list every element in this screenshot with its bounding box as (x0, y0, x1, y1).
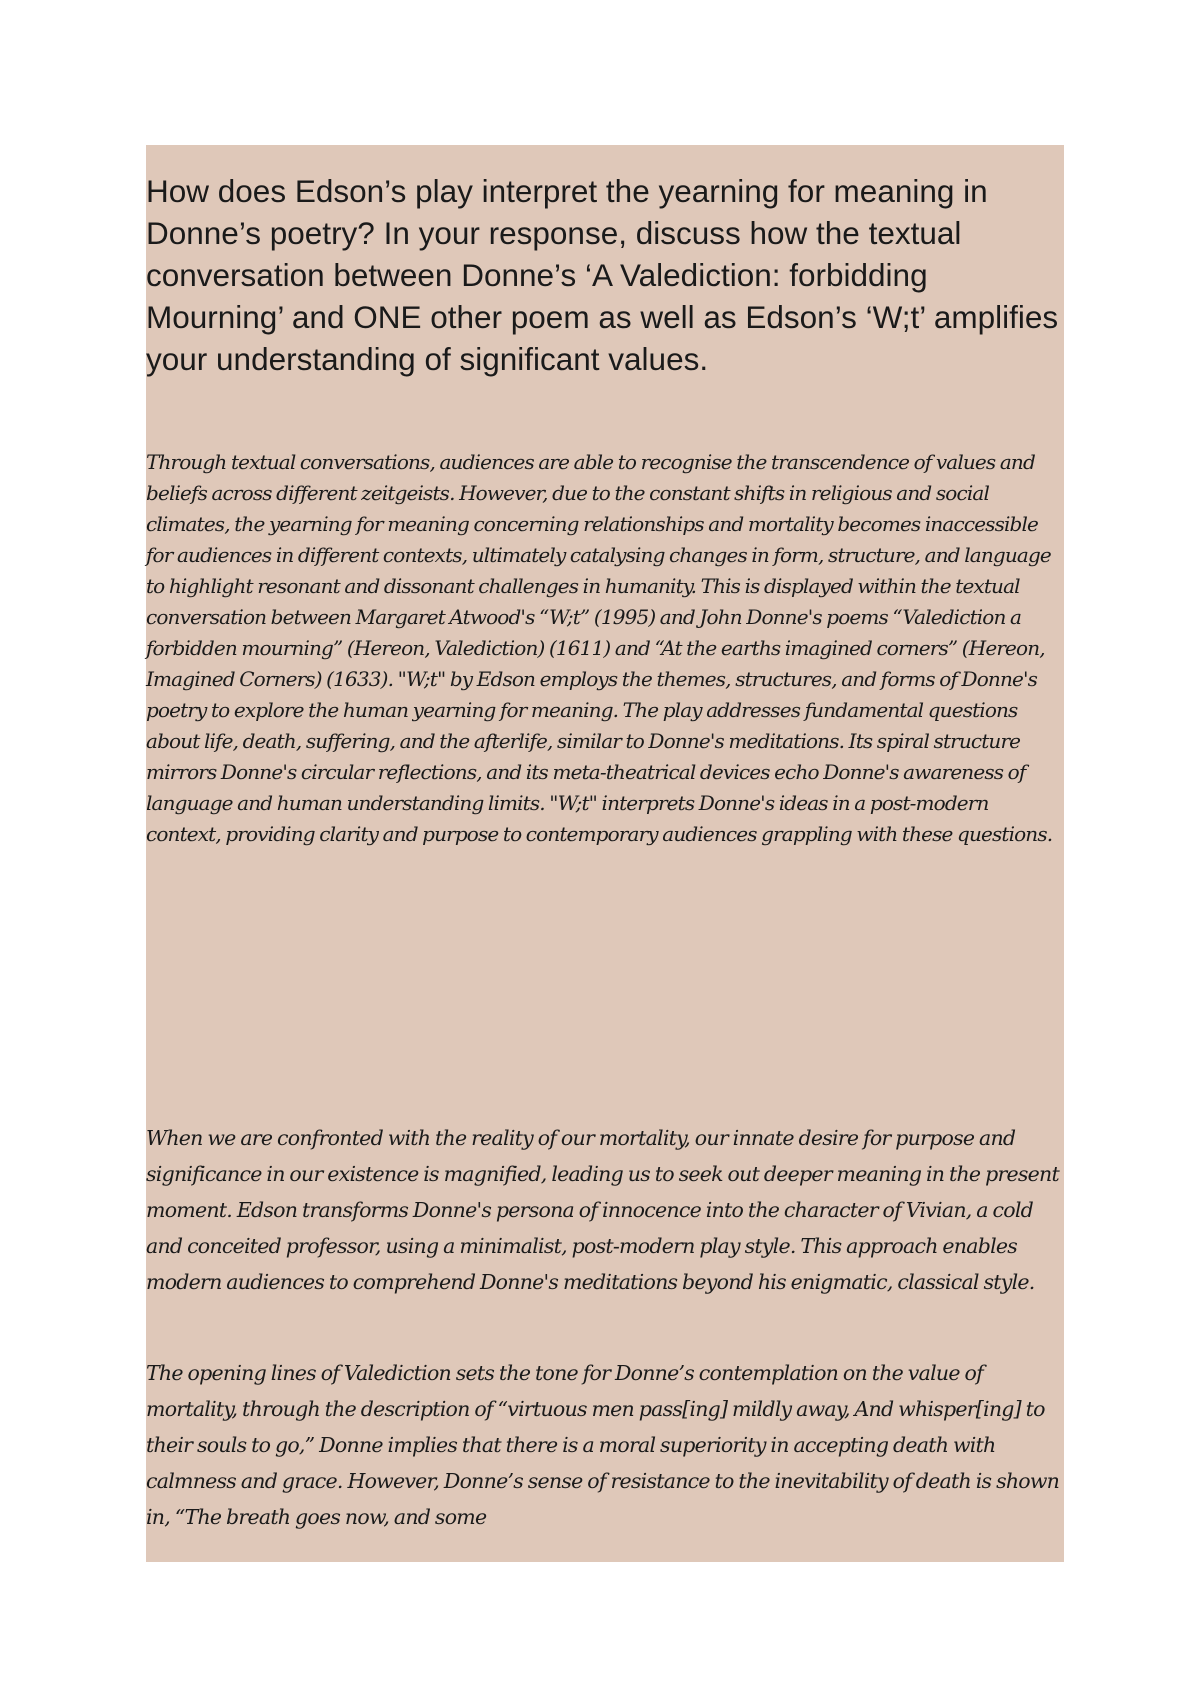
body-paragraph-valediction: The opening lines of Valediction sets the tone for Donne’s contemplation on the value of mortality, through the description of “virtuous men pass[ing] mildly away, And whisper[ing] to their souls to go,” Donne implies that there is a moral superiority in accepting death with calmness and grace. However, Donne’s sense of resistance to the inevitability of death is shown in, “The breath goes now, and some (146, 1361, 1060, 1529)
essay-question: How does Edson’s play interpret the yearning for meaning in Donne’s poetry? In your response, discuss how the textual conversation between Donne’s ‘A Valediction: forbidding Mourning’ and ONE other poem as well as Edson’s ‘W;t’ amplifies your understanding of significant values. (146, 173, 1059, 377)
introduction-paragraph: Through textual conversations, audiences are able to recognise the transcendence of values and beliefs across different zeitgeists. However, due to the constant shifts in religious and social climates, the yearning for meaning concerning relationships and mortality becomes inaccessible for audiences in different contexts, ultimately catalysing changes in form, structure, and language to highlight resonant and dissonant challenges in humanity. This is displayed within the textual conversation between Margaret Atwood's “W;t” (1995) and John Donne's poems “Valediction a forbidden mourning” (Hereon, Valediction) (1611) and “At the earths imagined corners” (Hereon, Imagined Corners) (1633). "W;t" by Edson employs the themes, structures, and forms of Donne's poetry to explore the human yearning for meaning. The play addresses fundamental questions about life, death, suffering, and the afterlife, similar to Donne's meditations. Its spiral structure mirrors Donne's circular reflections, and its meta-theatrical devices echo Donne's awareness of language and human understanding limits. "W;t" interprets Donne's ideas in a post-modern context, providing clarity and purpose to contemporary audiences grappling with these questions. (146, 450, 1053, 846)
body-paragraph-mortality: When we are confronted with the reality of our mortality, our innate desire for purpose and significance in our existence is magnified, leading us to seek out deeper meaning in the present moment. Edson transforms Donne's persona of innocence into the character of Vivian, a cold and conceited professor, using a minimalist, post-modern play style. This approach enables modern audiences to comprehend Donne's meditations beyond his enigmatic, classical style. (146, 1126, 1059, 1294)
